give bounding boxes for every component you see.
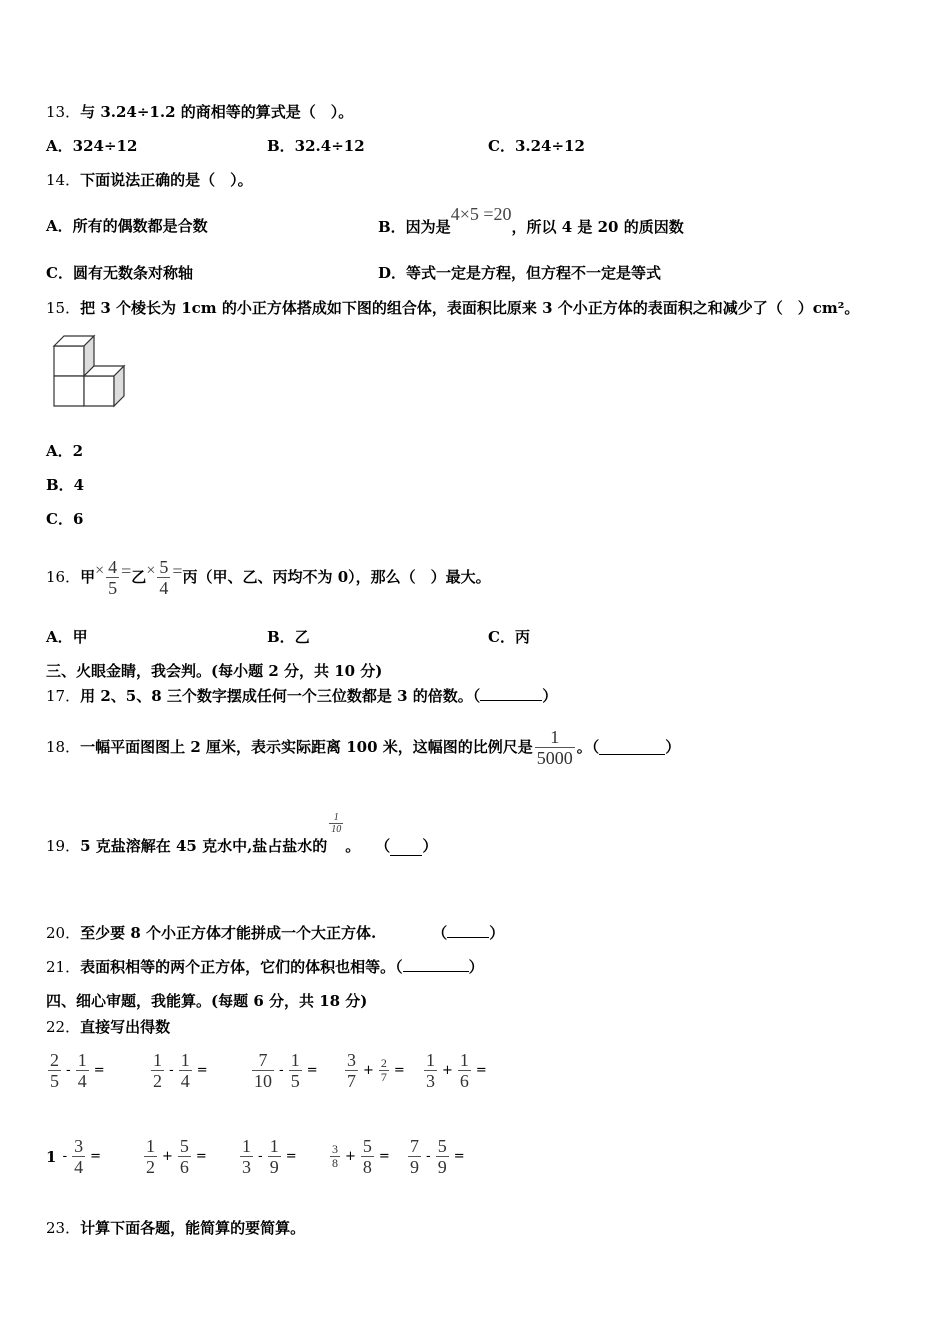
- q21-number: 21．: [46, 958, 81, 976]
- q22-term: =: [285, 1149, 297, 1164]
- q22-term: 1: [77, 1050, 87, 1070]
- q22-fraction: [408, 1136, 421, 1177]
- q22-term: -: [62, 1149, 68, 1164]
- q18-text: 一幅平面图图上 2 厘米，表示实际距离 100 米，这幅图的比例尺是: [80, 738, 533, 756]
- q22-term: 9: [437, 1157, 447, 1177]
- q22-text: 直接写出得数: [80, 1018, 171, 1036]
- q22-term: =: [378, 1149, 390, 1164]
- q16-yi: 乙: [131, 568, 147, 586]
- q22-term: =: [195, 1149, 207, 1164]
- cube-figure: [50, 334, 130, 410]
- q22-term: 3: [332, 1142, 338, 1156]
- q22-fraction: [48, 1050, 61, 1091]
- cube-br-front: [84, 376, 114, 406]
- q16-equals-1: =: [121, 561, 132, 581]
- q22-fraction: [252, 1050, 274, 1091]
- q13-option-b[interactable]: B．32.4÷12: [267, 137, 365, 155]
- q22-term: 5: [50, 1071, 59, 1091]
- q18-fraction: [535, 727, 575, 768]
- q14-equation: 4×5 =20: [450, 204, 512, 224]
- q22-expr-1-4: [343, 1050, 408, 1091]
- q19-fraction-numerator: 1: [333, 812, 339, 823]
- q14-option-a[interactable]: A．所有的偶数都是合数: [46, 217, 208, 235]
- q22-expr-2-2: [142, 1136, 210, 1177]
- q22-term: 5: [290, 1071, 300, 1091]
- q17-stem: [46, 686, 557, 706]
- q22-term: 1: [242, 1136, 251, 1156]
- q22-term: 2: [153, 1071, 162, 1091]
- q16-times-2: ×: [146, 562, 156, 579]
- q22-term: 1: [180, 1050, 190, 1070]
- q22-number: 22．: [46, 1018, 81, 1036]
- q22-term: 2: [380, 1056, 387, 1070]
- q15-stem: [46, 298, 859, 318]
- q22-fraction: [179, 1050, 192, 1091]
- q17-number: 17．: [46, 687, 81, 705]
- q16-stem: [46, 552, 491, 602]
- q22-term: 1: [146, 1136, 155, 1156]
- section-4-heading: 四、细心审题，我能算。(每题 6 分，共 18 分): [46, 992, 368, 1010]
- q22-term: 2: [50, 1050, 59, 1070]
- q18-number: 18．: [46, 738, 81, 756]
- q22-term: 2: [146, 1157, 155, 1177]
- q16-option-b[interactable]: B．乙: [267, 628, 310, 646]
- q15-text: 把 3 个棱长为 1cm 的小正方体搭成如下图的组合体，表面积比原来 3 个小正方体的表面积之和减少了（ ）cm²。: [80, 299, 860, 317]
- q22-term: +: [162, 1149, 173, 1164]
- q22-term: 7: [380, 1070, 387, 1084]
- q17-answer-blank[interactable]: [480, 686, 542, 701]
- q18-fraction-denominator: 5000: [536, 747, 573, 768]
- q23-stem: [46, 1218, 305, 1238]
- q22-term: 6: [459, 1071, 469, 1091]
- q22-term: 7: [347, 1071, 356, 1091]
- q14-stem: [46, 170, 253, 190]
- q22-term: 7: [410, 1136, 419, 1156]
- q19-answer-blank[interactable]: [390, 841, 422, 856]
- q19-text: 5 克盐溶解在 45 克水中,盐占盐水的: [80, 837, 328, 855]
- q22-term: 3: [242, 1157, 251, 1177]
- q22-term: -: [169, 1063, 174, 1078]
- q22-fraction: [240, 1136, 253, 1177]
- q19-text-post: 。 （: [345, 837, 391, 855]
- q22-expr-2-4: [328, 1136, 393, 1177]
- q13-option-a[interactable]: A．324÷12: [46, 137, 138, 155]
- q22-term: =: [93, 1063, 105, 1078]
- q16-fraction-1-denominator: 5: [108, 577, 118, 598]
- q15-option-a[interactable]: A．2: [46, 442, 84, 460]
- q22-term: 1: [269, 1136, 279, 1156]
- q22-term: 1: [153, 1050, 162, 1070]
- q22-term: 5: [179, 1136, 189, 1156]
- q21-close-paren: ）: [468, 958, 484, 976]
- q23-text: 计算下面各题，能简算的要简算。: [80, 1219, 306, 1237]
- q22-term: =: [306, 1063, 318, 1078]
- q22-fraction: [458, 1050, 471, 1091]
- q20-stem: [46, 923, 504, 943]
- q14-text: 下面说法正确的是（ ）。: [80, 171, 253, 189]
- q18-text-post: 。（: [576, 738, 600, 756]
- q14-option-c[interactable]: C．圆有无数条对称轴: [46, 264, 193, 282]
- q16-number: 16．: [46, 568, 81, 586]
- q22-fraction: [289, 1050, 302, 1091]
- q22-term: -: [258, 1149, 263, 1164]
- q14-option-b-pre: B．因为是: [378, 218, 451, 236]
- q16-fraction-2: [157, 557, 170, 598]
- q22-term: 4: [77, 1071, 87, 1091]
- q16-fraction-2-numerator: 5: [159, 556, 169, 577]
- q22-term: -: [426, 1149, 431, 1164]
- q16-option-a[interactable]: A．甲: [46, 628, 88, 646]
- q22-term: 8: [362, 1157, 372, 1177]
- q22-expr-1-2: [149, 1050, 211, 1091]
- q16-equals-2: =: [172, 561, 183, 581]
- q16-fraction-2-denominator: 4: [159, 577, 169, 598]
- q22-expr-1-5: [422, 1050, 490, 1091]
- q16-fraction-1-numerator: 4: [108, 556, 118, 577]
- q22-term: 9: [410, 1157, 419, 1177]
- q22-term: 5: [362, 1136, 372, 1156]
- q20-open-paren: （: [432, 924, 448, 942]
- q14-option-b[interactable]: [378, 204, 684, 237]
- q22-term: 4: [74, 1157, 84, 1177]
- q22-term: =: [90, 1149, 102, 1164]
- q16-times-1: ×: [95, 562, 105, 579]
- q19-stem: [46, 812, 437, 856]
- q22-fraction: [151, 1050, 164, 1091]
- q22-term: 1: [459, 1050, 469, 1070]
- q16-option-c[interactable]: C．丙: [488, 628, 530, 646]
- q22-term: =: [393, 1063, 405, 1078]
- q22-stem: [46, 1017, 170, 1037]
- section-3-heading: 三、火眼金睛，我会判。(每小题 2 分，共 10 分): [46, 662, 383, 680]
- q13-stem: [46, 102, 353, 122]
- q22-term: =: [196, 1063, 208, 1078]
- q19-close-paren: ）: [422, 837, 438, 855]
- q22-term: 3: [426, 1071, 435, 1091]
- q22-fraction: [178, 1136, 191, 1177]
- q22-term: 3: [74, 1136, 84, 1156]
- q22-fraction: [345, 1050, 358, 1091]
- cube-bl-front: [54, 376, 84, 406]
- q22-term: 5: [437, 1136, 447, 1156]
- q14-option-b-post: ，所以 4 是 20 的质因数: [511, 218, 684, 236]
- q18-fraction-numerator: 1: [550, 726, 560, 747]
- q15-number: 15．: [46, 299, 81, 317]
- q22-fraction: [144, 1136, 157, 1177]
- q20-answer-blank[interactable]: [447, 923, 489, 938]
- q22-fraction: [76, 1050, 89, 1091]
- q22-term: +: [363, 1063, 374, 1078]
- q20-text: 至少要 8 个小正方体才能拼成一个大正方体.: [80, 924, 377, 942]
- q19-number: 19．: [46, 837, 81, 855]
- q22-term: 3: [347, 1050, 356, 1070]
- q13-text: 与 3.24÷1.2 的商相等的算式是（ ）。: [80, 103, 354, 121]
- q22-term: 9: [269, 1157, 279, 1177]
- q22-fraction: [379, 1057, 389, 1084]
- q22-term: 1: [290, 1050, 300, 1070]
- q22-expr-1-3: [250, 1050, 321, 1091]
- q21-text: 表面积相等的两个正方体，它们的体积也相等。（: [80, 958, 403, 976]
- q22-expr-2-5: [406, 1136, 468, 1177]
- q18-stem: [46, 722, 680, 772]
- q22-term: 4: [180, 1071, 190, 1091]
- q19-fraction-denominator: 10: [331, 824, 342, 835]
- q19-fraction: [329, 812, 343, 835]
- q22-term: +: [442, 1063, 453, 1078]
- q22-fraction: [330, 1143, 340, 1170]
- q17-text: 用 2、5、8 三个数字摆成任何一个三位数都是 3 的倍数。（: [80, 687, 481, 705]
- q22-term: 8: [332, 1156, 338, 1170]
- q22-term: 10: [254, 1071, 272, 1091]
- q20-close-paren: ）: [489, 924, 505, 942]
- q22-expr-2-3: [238, 1136, 300, 1177]
- q23-number: 23．: [46, 1219, 81, 1237]
- q22-term: =: [453, 1149, 465, 1164]
- q13-number: 13．: [46, 103, 81, 121]
- cube-top-front: [54, 346, 84, 376]
- q22-term: 6: [179, 1157, 189, 1177]
- q15-option-b[interactable]: B．4: [46, 476, 85, 494]
- q22-term: +: [345, 1149, 356, 1164]
- q16-jia: 甲: [80, 568, 96, 586]
- q22-fraction: [361, 1136, 374, 1177]
- q22-fraction: [72, 1136, 85, 1177]
- q22-term: =: [475, 1063, 487, 1078]
- q17-close-paren: ）: [542, 687, 558, 705]
- q22-expr-2-1: [46, 1136, 104, 1177]
- q15-option-c[interactable]: C．6: [46, 510, 84, 528]
- q22-fraction: [268, 1136, 281, 1177]
- q14-option-d[interactable]: D．等式一定是方程，但方程不一定是等式: [378, 264, 662, 282]
- q16-fraction-1: [106, 557, 119, 598]
- q22-expr-1-1: [46, 1050, 108, 1091]
- q22-term: 7: [258, 1050, 268, 1070]
- q22-fraction: [436, 1136, 449, 1177]
- q13-option-c[interactable]: C．3.24÷12: [488, 137, 585, 155]
- q22-term: 1: [426, 1050, 435, 1070]
- q22-term: 1: [46, 1147, 57, 1166]
- q14-number: 14．: [46, 171, 81, 189]
- q22-term: -: [66, 1063, 71, 1078]
- q16-text-post: 丙（甲、乙、丙均不为 0），那么（ ）最大。: [182, 568, 491, 586]
- q21-answer-blank[interactable]: [403, 957, 469, 972]
- q22-term: -: [279, 1063, 284, 1078]
- q20-number: 20．: [46, 924, 81, 942]
- q21-stem: [46, 957, 484, 977]
- q22-fraction: [424, 1050, 437, 1091]
- q18-close-paren: ）: [665, 738, 681, 756]
- q18-answer-blank[interactable]: [599, 740, 665, 755]
